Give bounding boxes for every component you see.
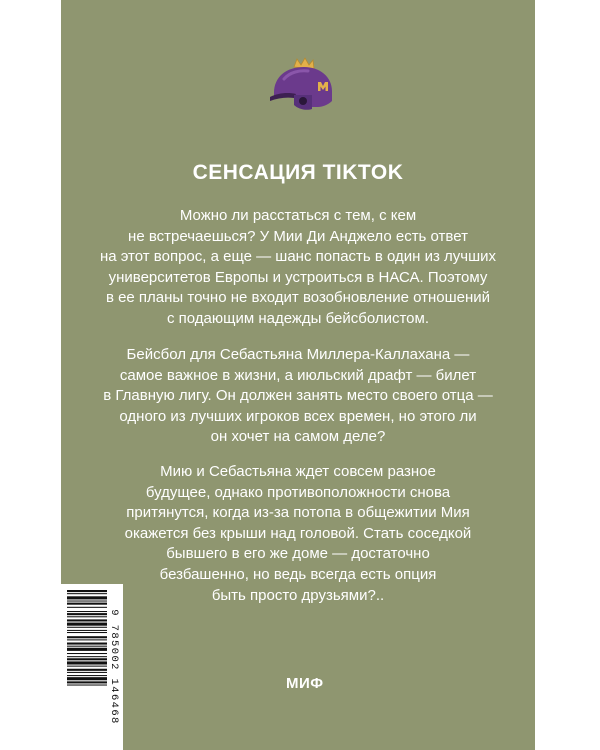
barcode-bar (67, 661, 107, 664)
text-line: бывшего в его же доме — достаточно (166, 545, 430, 563)
barcode-bar (67, 669, 107, 671)
barcode-bar (67, 677, 107, 680)
barcode-bar (67, 685, 107, 686)
isbn-number-text: 9 785002 146468 (108, 609, 120, 725)
publisher-logo: МИФ (286, 675, 324, 692)
barcode-bar (67, 613, 107, 615)
barcode-bar (67, 646, 107, 647)
barcode-bar (67, 590, 107, 592)
barcode-bar (67, 672, 107, 673)
text-line: притянутся, когда из-за потопа в общежитии Мия (126, 504, 470, 522)
text-line: он хочет на самом деле? (210, 428, 386, 446)
barcode-bar (67, 639, 107, 640)
text-line: Можно ли расстаться с тем, с кем (179, 207, 417, 224)
barcode-bar (67, 627, 107, 628)
isbn-barcode (61, 584, 123, 750)
text-line: с подающим надежды бейсболистом. (166, 309, 430, 327)
text-line: будущее, однако противоположности снова (145, 483, 451, 501)
barcode-bar (67, 607, 107, 608)
barcode-bar (67, 601, 107, 602)
barcode-bar (67, 636, 107, 638)
barcode-bar (67, 653, 107, 654)
barcode-bar (67, 611, 107, 612)
text-line: Бейсбол для Себастьяна Миллера-Каллахана — (126, 346, 470, 363)
barcode-bar (67, 596, 107, 599)
text-line: в Главную лигу. Он должен занять место своего отца — (103, 387, 493, 405)
barcode-bar (67, 658, 107, 660)
text-line: не встречаешься? У Мии Ди Анджело есть ответ (128, 227, 468, 245)
barcode-bar (67, 630, 107, 631)
barcode-bar (67, 666, 107, 667)
barcode-bars (63, 584, 109, 750)
barcode-bar (67, 681, 107, 683)
baseball-helmet-icon (268, 57, 336, 113)
barcode-bar (67, 619, 107, 621)
barcode-bar (67, 656, 107, 657)
text-line: на этот вопрос, а еще — шанс попасть в один из лучших (99, 248, 497, 266)
description-paragraph-3 (61, 462, 535, 606)
text-line: в ее планы точно не входит возобновление отношений (105, 289, 491, 307)
barcode-bar (67, 593, 107, 594)
barcode-bar (67, 632, 107, 633)
text-line: университетов Европы и устроиться в НАСА. Поэтому (108, 268, 488, 286)
text-line: быть просто друзьями?.. (211, 586, 385, 604)
isbn-number (107, 584, 121, 750)
text-line: самое важное в жизни, а июльский драфт — билет (119, 366, 477, 384)
barcode-bar (67, 675, 107, 676)
text-line: окажется без крыши над головой. Стать соседкой (124, 524, 472, 542)
cover-title: СЕНСАЦИЯ TIKTOK (192, 161, 404, 184)
barcode-bar (67, 616, 107, 617)
barcode-bar (67, 603, 107, 605)
barcode-bar (67, 643, 107, 645)
text-line: Мию и Себастьяна ждет совсем разное (160, 463, 436, 480)
barcode-bar (67, 648, 107, 651)
barcode-bar (67, 623, 107, 626)
description-paragraph-1 (61, 206, 535, 330)
text-line: одного из лучших игроков всех времен, но этого ли (119, 407, 477, 425)
description-paragraph-2 (61, 345, 535, 448)
text-line: безбашенно, но ведь всегда есть опция (159, 565, 437, 583)
